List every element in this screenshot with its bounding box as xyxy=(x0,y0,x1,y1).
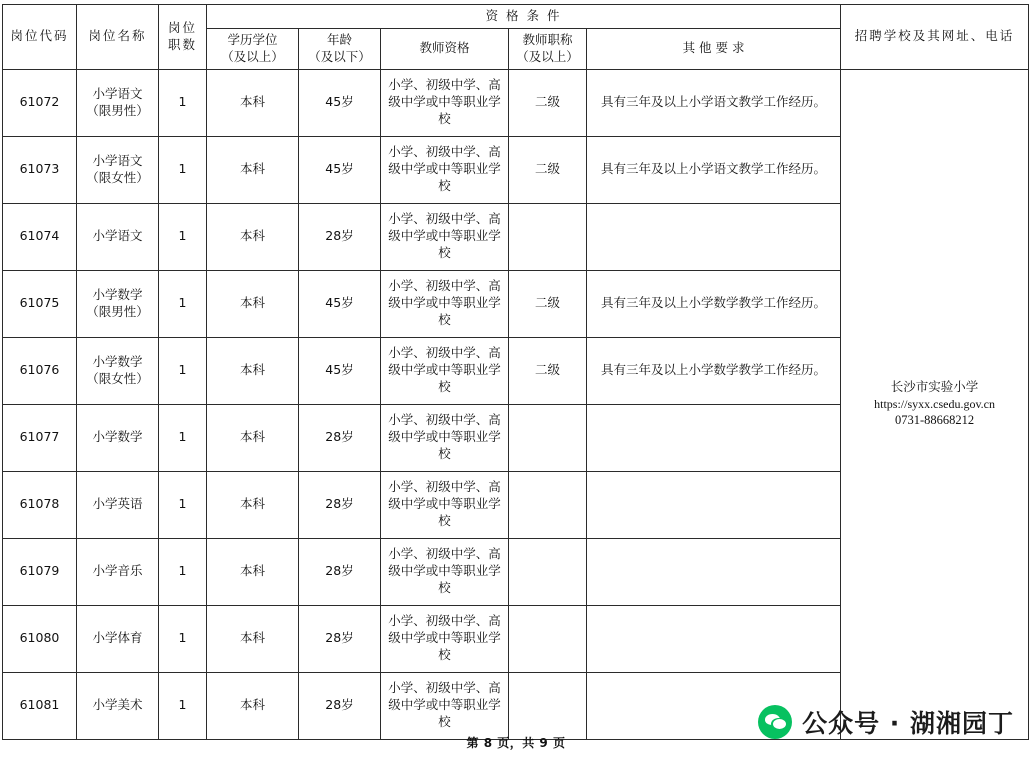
cell-teacher-qualification: 小学、初级中学、高级中学或中等职业学校 xyxy=(381,136,509,203)
wechat-icon xyxy=(758,705,792,739)
cell-education: 本科 xyxy=(207,672,299,739)
cell-education: 本科 xyxy=(207,337,299,404)
cell-education: 本科 xyxy=(207,471,299,538)
cell-other-requirements xyxy=(587,203,841,270)
cell-name-line1: 小学语文 xyxy=(92,152,143,168)
cell-num: 1 xyxy=(159,203,207,270)
cell-teacher-title: 二级 xyxy=(509,69,587,136)
header-teacher-title xyxy=(509,28,587,69)
cell-num: 1 xyxy=(159,605,207,672)
document-page xyxy=(0,4,1032,770)
cell-name-line1: 小学数学 xyxy=(92,353,143,369)
school-url[interactable]: https://syxx.csedu.gov.cn xyxy=(874,397,995,412)
header-education-line2: （及以上） xyxy=(221,48,284,64)
cell-num: 1 xyxy=(159,404,207,471)
cell-education: 本科 xyxy=(207,538,299,605)
header-education xyxy=(207,28,299,69)
cell-teacher-qualification: 小学、初级中学、高级中学或中等职业学校 xyxy=(381,471,509,538)
header-num-line1: 岗位职数 xyxy=(167,19,197,52)
header-code: 岗位代码 xyxy=(3,5,77,70)
cell-code: 61075 xyxy=(3,270,77,337)
cell-name xyxy=(77,69,159,136)
cell-name xyxy=(77,337,159,404)
cell-code: 61072 xyxy=(3,69,77,136)
cell-teacher-title xyxy=(509,471,587,538)
cell-education: 本科 xyxy=(207,270,299,337)
cell-teacher-title: 二级 xyxy=(509,270,587,337)
cell-name-line1: 小学英语 xyxy=(92,496,143,512)
cell-teacher-title xyxy=(509,404,587,471)
header-teacher-title-line1: 教师职称 xyxy=(522,31,573,47)
cell-education: 本科 xyxy=(207,404,299,471)
header-teacher-qualification: 教师资格 xyxy=(381,28,509,69)
cell-name xyxy=(77,404,159,471)
cell-name xyxy=(77,203,159,270)
cell-other-requirements xyxy=(587,605,841,672)
cell-education: 本科 xyxy=(207,203,299,270)
cell-age: 28岁 xyxy=(299,404,381,471)
cell-num: 1 xyxy=(159,538,207,605)
cell-teacher-title: 二级 xyxy=(509,136,587,203)
cell-teacher-qualification: 小学、初级中学、高级中学或中等职业学校 xyxy=(381,270,509,337)
watermark-text: 公众号 · 湖湘园丁 xyxy=(802,709,1014,738)
cell-name-line2: （限男性） xyxy=(86,102,149,118)
header-age-line1: 年龄 xyxy=(326,31,352,47)
cell-teacher-title xyxy=(509,203,587,270)
cell-teacher-qualification: 小学、初级中学、高级中学或中等职业学校 xyxy=(381,605,509,672)
cell-num: 1 xyxy=(159,69,207,136)
header-age-line2: （及以下） xyxy=(308,48,371,64)
cell-num: 1 xyxy=(159,471,207,538)
cell-name-line2: （限男性） xyxy=(86,303,149,319)
cell-teacher-qualification: 小学、初级中学、高级中学或中等职业学校 xyxy=(381,203,509,270)
watermark xyxy=(758,704,1014,740)
cell-teacher-qualification: 小学、初级中学、高级中学或中等职业学校 xyxy=(381,672,509,739)
cell-name-line1: 小学语文 xyxy=(92,85,143,101)
header-name: 岗位名称 xyxy=(77,5,159,70)
cell-name xyxy=(77,270,159,337)
header-group-qualifications: 资 格 条 件 xyxy=(207,5,841,29)
cell-code: 61080 xyxy=(3,605,77,672)
cell-teacher-title xyxy=(509,538,587,605)
cell-other-requirements: 具有三年及以上小学语文教学工作经历。 xyxy=(587,69,841,136)
cell-name-line1: 小学数学 xyxy=(92,429,143,445)
cell-age: 45岁 xyxy=(299,136,381,203)
cell-education: 本科 xyxy=(207,69,299,136)
cell-education: 本科 xyxy=(207,605,299,672)
cell-code: 61073 xyxy=(3,136,77,203)
cell-other-requirements xyxy=(587,404,841,471)
cell-age: 28岁 xyxy=(299,538,381,605)
cell-teacher-qualification: 小学、初级中学、高级中学或中等职业学校 xyxy=(381,337,509,404)
header-education-line1: 学历学位 xyxy=(227,31,278,47)
cell-teacher-title xyxy=(509,605,587,672)
cell-other-requirements: 具有三年及以上小学语文教学工作经历。 xyxy=(587,136,841,203)
cell-school-info xyxy=(841,69,1029,739)
cell-code: 61081 xyxy=(3,672,77,739)
cell-name xyxy=(77,605,159,672)
cell-code: 61074 xyxy=(3,203,77,270)
cell-code: 61079 xyxy=(3,538,77,605)
cell-name xyxy=(77,136,159,203)
cell-name-line2: （限女性） xyxy=(86,169,149,185)
cell-code: 61077 xyxy=(3,404,77,471)
cell-teacher-qualification: 小学、初级中学、高级中学或中等职业学校 xyxy=(381,538,509,605)
cell-name-line2: （限女性） xyxy=(86,370,149,386)
header-age xyxy=(299,28,381,69)
cell-name-line1: 小学音乐 xyxy=(92,563,143,579)
cell-education: 本科 xyxy=(207,136,299,203)
cell-age: 28岁 xyxy=(299,672,381,739)
cell-other-requirements xyxy=(587,471,841,538)
cell-teacher-qualification: 小学、初级中学、高级中学或中等职业学校 xyxy=(381,404,509,471)
school-phone: 0731-88668212 xyxy=(894,413,975,428)
cell-num: 1 xyxy=(159,337,207,404)
cell-name xyxy=(77,471,159,538)
school-name: 长沙市实验小学 xyxy=(890,379,979,395)
cell-other-requirements: 具有三年及以上小学数学教学工作经历。 xyxy=(587,270,841,337)
cell-code: 61076 xyxy=(3,337,77,404)
header-other-requirements: 其 他 要 求 xyxy=(587,28,841,69)
header-school: 招聘学校及其网址、电话 xyxy=(841,5,1029,70)
page-footer: 第 8 页，共 9 页 xyxy=(466,736,566,750)
job-positions-table xyxy=(2,4,1029,740)
cell-num: 1 xyxy=(159,270,207,337)
cell-age: 28岁 xyxy=(299,203,381,270)
cell-num: 1 xyxy=(159,136,207,203)
cell-other-requirements xyxy=(587,538,841,605)
cell-age: 28岁 xyxy=(299,471,381,538)
cell-name-line1: 小学美术 xyxy=(92,697,143,713)
table-header-group-row xyxy=(3,5,1029,29)
cell-age: 45岁 xyxy=(299,337,381,404)
cell-name-line1: 小学数学 xyxy=(92,286,143,302)
cell-age: 45岁 xyxy=(299,69,381,136)
cell-other-requirements: 具有三年及以上小学数学教学工作经历。 xyxy=(587,337,841,404)
cell-age: 45岁 xyxy=(299,270,381,337)
cell-num: 1 xyxy=(159,672,207,739)
header-teacher-title-line2: （及以上） xyxy=(516,48,579,64)
cell-name-line1: 小学体育 xyxy=(92,630,143,646)
cell-name xyxy=(77,672,159,739)
table-row xyxy=(3,69,1029,136)
header-num xyxy=(159,5,207,70)
cell-code: 61078 xyxy=(3,471,77,538)
cell-name-line1: 小学语文 xyxy=(92,228,143,244)
cell-teacher-title: 二级 xyxy=(509,337,587,404)
cell-teacher-title xyxy=(509,672,587,739)
cell-teacher-qualification: 小学、初级中学、高级中学或中等职业学校 xyxy=(381,69,509,136)
cell-age: 28岁 xyxy=(299,605,381,672)
cell-name xyxy=(77,538,159,605)
